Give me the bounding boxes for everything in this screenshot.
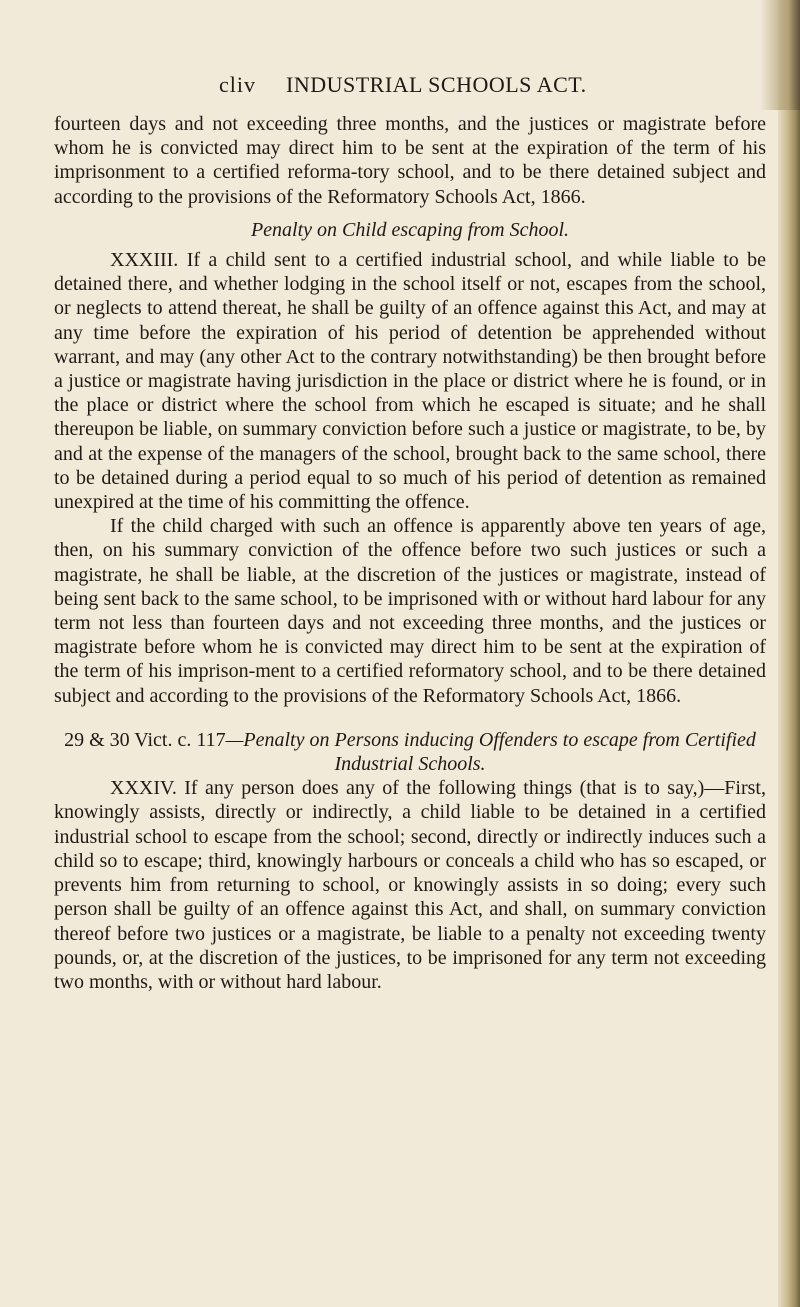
section-number-34: XXXIV. — [110, 777, 177, 800]
page-edge-shadow — [778, 0, 800, 1307]
section-number-33: XXXIII. — [110, 249, 179, 272]
running-title: INDUSTRIAL SCHOOLS ACT. — [286, 72, 587, 97]
page-header — [0, 72, 800, 102]
statute-reference: 29 & 30 Vict. c. 117 — [64, 728, 226, 751]
section-heading-inducing — [54, 728, 766, 776]
section-33-text: If a child sent to a certified industrial school, and while liable to be detained there, and whether lodging in the school itself or not, escapes from the school, or neglects to attend thereat, he shall be guilty of an offence against this Act, and may at any time before the expiration of his period of detention be apprehended without warrant, and may (any other Act to the contrary notwithstanding) be then brought before a justice or magistrate having jurisdiction in the place or district where he is found, or in the place or district where the school from which he escaped is situate; and he shall thereupon be liable, on summary conviction before such a justice or magistrate, to be, by and at the expense of the managers of the school, brought back to the same school, there to be detained during a period equal to so much of his period of detention as remained unexpired at the time of his committing the offence. — [54, 249, 767, 514]
paragraph-section-34 — [54, 776, 766, 994]
section-34-text: If any person does any of the following things (that is to say,)—First, knowingly assists, directly or indirectly, a child liable to be detained in a certified industrial school to escape from the school; second, directly or indirectly induces such a child so to escape; third, knowingly harbours or conceals a child who has so escaped, or prevents him from returning to school, or knowingly assists in so doing; every such person shall be guilty of an offence against this Act, and shall, on summary conviction thereof before two justices or a magistrate, be liable to a penalty not exceeding twenty pounds, or, at the discretion of the justices, to be imprisoned for any term not exceeding two months, with or without hard labour. — [54, 777, 766, 993]
page-number: cliv — [219, 72, 256, 97]
paragraph-section-33 — [54, 248, 766, 514]
paragraph-section-33-cont: If the child charged with such an offence is apparently above ten years of age, then, on his summary conviction of the offence before two such justices or such a magistrate, he shall be liable, at the discretion of the justices or magistrate, instead of being sent back to the same school, to be imprisoned with or without hard labour for any term not less than fourteen days and not exceeding three months, and the justices or magistrate before whom he is convicted may direct him to be sent at the expiration of the term of his imprison-ment to a certified reformatory school, and to be there detained subject and according to the provisions of the Reformatory Schools Act, 1866. — [54, 515, 766, 707]
page-body — [54, 112, 766, 994]
paragraph-continuation: fourteen days and not exceeding three months, and the justices or magistrate before whom he is convicted may direct him to be sent at the expiration of the term of his imprisonment to a certified reforma-tory school, and to be there detained subject and according to the provisions of the Reformatory Schools Act, 1866. — [54, 113, 766, 208]
heading-inducing-text: —Penalty on Persons inducing Offenders to escape from Certified Industrial Schools. — [225, 728, 756, 776]
section-heading-escaping: Penalty on Child escaping from School. — [250, 218, 570, 241]
